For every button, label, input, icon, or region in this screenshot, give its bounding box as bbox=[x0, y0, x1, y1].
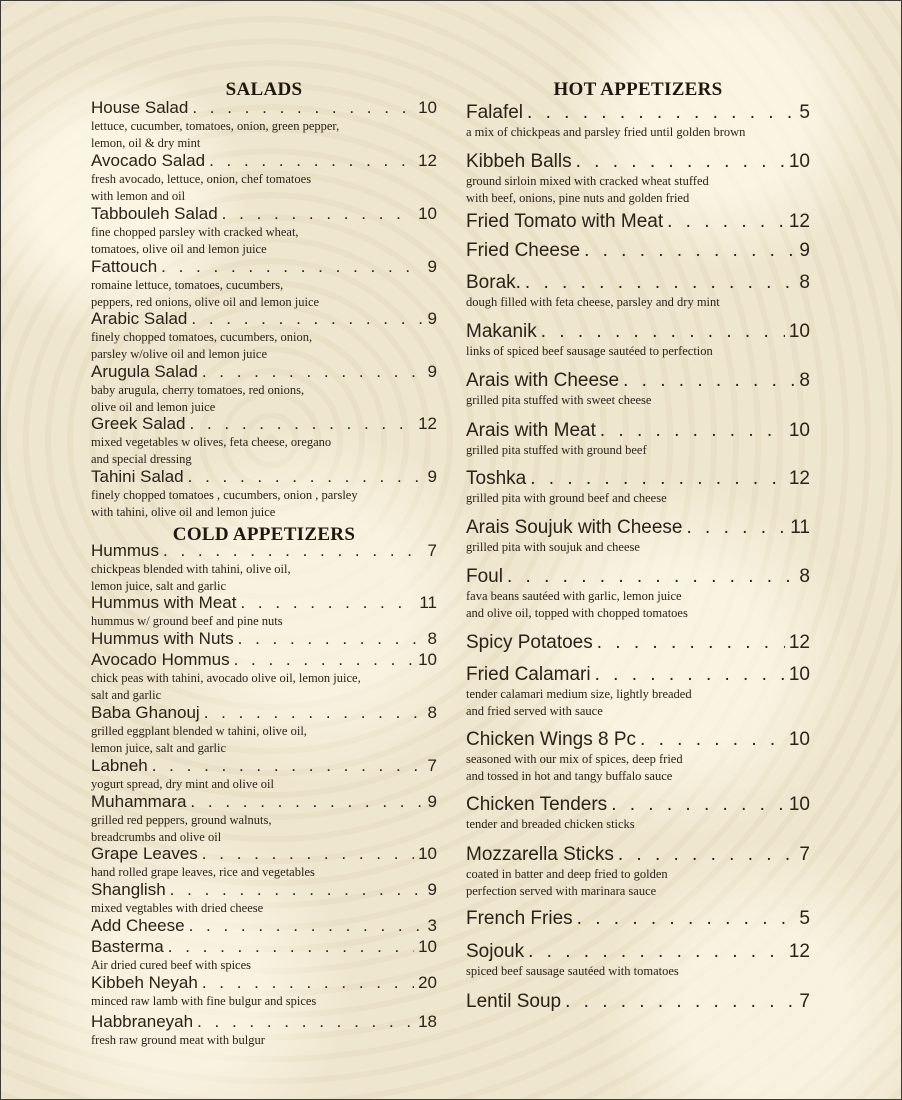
menu-item-row bbox=[91, 258, 437, 276]
menu-item-name: Arugula Salad bbox=[91, 362, 198, 381]
menu-item bbox=[466, 273, 810, 310]
dot-leader bbox=[202, 845, 414, 863]
menu-item-row bbox=[91, 917, 437, 935]
menu-item-price: 8 bbox=[799, 566, 810, 587]
menu-item-name: Fried Cheese bbox=[466, 240, 581, 261]
dot-leader bbox=[202, 363, 424, 381]
menu-item-description: and tossed in hot and tangy buffalo sauce bbox=[466, 768, 673, 783]
menu-item-price: 10 bbox=[418, 844, 437, 863]
menu-item bbox=[91, 310, 437, 362]
dot-leader bbox=[640, 730, 785, 750]
menu-item-description: perfection served with marinara sauce bbox=[466, 883, 657, 898]
menu-item-price: 3 bbox=[427, 916, 437, 935]
menu-item bbox=[466, 567, 810, 621]
dot-leader bbox=[618, 845, 796, 865]
menu-item-row bbox=[91, 205, 437, 223]
menu-item-row bbox=[466, 730, 810, 750]
menu-item bbox=[466, 730, 810, 784]
menu-item-row bbox=[91, 310, 437, 328]
menu-item-description: parsley w/olive oil and lemon juice bbox=[91, 346, 267, 361]
menu-item-description: with lemon and oil bbox=[91, 188, 186, 203]
menu-item-description: hummus w/ ground beef and pine nuts bbox=[91, 613, 283, 628]
dot-leader bbox=[152, 757, 424, 775]
menu-item-description: finely chopped tomatoes, cucumbers, onion, bbox=[91, 329, 313, 344]
menu-item-price: 7 bbox=[427, 541, 437, 560]
menu-item-price: 9 bbox=[427, 792, 437, 811]
menu-item-price: 8 bbox=[427, 629, 437, 648]
menu-item-name: Labneh bbox=[91, 756, 148, 775]
salads-heading: SALADS bbox=[225, 79, 303, 100]
menu-item-name: Shanglish bbox=[91, 880, 166, 899]
dot-leader bbox=[667, 212, 785, 232]
dot-leader bbox=[192, 99, 414, 117]
menu-item bbox=[466, 152, 810, 206]
menu-item-name: Mozzarella Sticks bbox=[466, 844, 614, 865]
menu-item-name: Foul bbox=[466, 566, 503, 587]
menu-item-row bbox=[91, 974, 437, 992]
menu-item-description: with tahini, olive oil and lemon juice bbox=[91, 504, 276, 519]
menu-item bbox=[466, 322, 810, 359]
menu-item-name: Grape Leaves bbox=[91, 844, 198, 863]
dot-leader bbox=[600, 421, 785, 441]
menu-item-name: French Fries bbox=[466, 908, 573, 929]
menu-item-description: breadcrumbs and olive oil bbox=[91, 829, 222, 844]
menu-item-description: fresh raw ground meat with bulgur bbox=[91, 1032, 265, 1047]
menu-item-row bbox=[466, 665, 810, 685]
menu-item-row bbox=[466, 152, 810, 172]
dot-leader bbox=[597, 633, 785, 653]
menu-item-name: Avocado Hommus bbox=[91, 650, 230, 669]
menu-item-row bbox=[466, 518, 810, 538]
menu-item-row bbox=[91, 793, 437, 811]
menu-item-name: House Salad bbox=[91, 98, 189, 117]
menu-item-name: Chicken Wings 8 Pc bbox=[466, 729, 637, 750]
dot-leader bbox=[527, 103, 795, 123]
dot-leader bbox=[222, 205, 414, 223]
menu-item bbox=[91, 152, 437, 204]
menu-item-price: 5 bbox=[799, 102, 810, 123]
dot-leader bbox=[238, 630, 424, 648]
menu-item-row bbox=[91, 363, 437, 381]
menu-item bbox=[91, 468, 437, 520]
menu-item-name: Arabic Salad bbox=[91, 309, 188, 328]
menu-item-name: Kibbeh Balls bbox=[466, 151, 572, 172]
menu-item-name: Baba Ghanouj bbox=[91, 703, 200, 722]
menu-item-price: 10 bbox=[788, 151, 810, 172]
menu-item bbox=[466, 241, 810, 261]
menu-item-name: Fattouch bbox=[91, 257, 158, 276]
menu-item-price: 11 bbox=[790, 517, 810, 538]
menu-item bbox=[91, 793, 437, 845]
dot-leader bbox=[191, 310, 423, 328]
dot-leader bbox=[190, 415, 415, 433]
menu-item-row bbox=[466, 567, 810, 587]
menu-item-name: Basterma bbox=[91, 937, 164, 956]
menu-item-description: Air dried cured beef with spices bbox=[91, 957, 252, 972]
dot-leader bbox=[528, 942, 785, 962]
hot-appetizers-heading: HOT APPETIZERS bbox=[553, 79, 723, 100]
menu-item bbox=[91, 258, 437, 310]
menu-item-name: Hummus with Meat bbox=[91, 593, 237, 612]
menu-item-description: and olive oil, topped with chopped tomatoes bbox=[466, 605, 688, 620]
menu-item-row bbox=[91, 99, 437, 117]
menu-item-name: Spicy Potatoes bbox=[466, 632, 593, 653]
menu-item-price: 10 bbox=[418, 98, 437, 117]
menu-item-row bbox=[91, 542, 437, 560]
menu-item-description: a mix of chickpeas and parsley fried until golden brown bbox=[466, 124, 746, 139]
menu-item bbox=[466, 469, 810, 506]
menu-item-description: fava beans sautéed with garlic, lemon juice bbox=[466, 588, 682, 603]
menu-item-name: Sojouk bbox=[466, 941, 525, 962]
menu-item-name: Lentil Soup bbox=[466, 991, 562, 1012]
menu-item-price: 7 bbox=[799, 991, 810, 1012]
menu-item-description: mixed vegtables with dried cheese bbox=[91, 900, 264, 915]
menu-item bbox=[91, 415, 437, 467]
menu-item-name: Fried Calamari bbox=[466, 664, 591, 685]
menu-item-description: chickpeas blended with tahini, olive oil, bbox=[91, 561, 291, 576]
menu-item-price: 8 bbox=[799, 272, 810, 293]
menu-item-row bbox=[466, 371, 810, 391]
menu-item-description: finely chopped tomatoes , cucumbers, onion , parsley bbox=[91, 487, 358, 502]
dot-leader bbox=[170, 881, 424, 899]
menu-item-name: Habbraneyah bbox=[91, 1012, 194, 1031]
menu-item bbox=[466, 795, 810, 832]
menu-item-name: Chicken Tenders bbox=[466, 794, 608, 815]
menu-item-price: 10 bbox=[788, 420, 810, 441]
menu-item bbox=[91, 938, 437, 973]
menu-item-description: links of spiced beef sausage sautéed to perfection bbox=[466, 343, 713, 358]
menu-item-price: 9 bbox=[427, 467, 437, 486]
dot-leader bbox=[240, 594, 415, 612]
menu-item-name: Kibbeh Neyah bbox=[91, 973, 198, 992]
menu-item-row bbox=[91, 938, 437, 956]
menu-item-price: 12 bbox=[788, 941, 810, 962]
dot-leader bbox=[204, 704, 424, 722]
menu-item-name: Tahini Salad bbox=[91, 467, 184, 486]
menu-item-price: 9 bbox=[427, 880, 437, 899]
menu-item-description: coated in batter and deep fried to golden bbox=[466, 866, 668, 881]
menu-item-price: 9 bbox=[427, 309, 437, 328]
menu-item-row bbox=[466, 421, 810, 441]
dot-leader bbox=[576, 152, 785, 172]
dot-leader bbox=[507, 567, 795, 587]
dot-leader bbox=[168, 938, 414, 956]
menu-item bbox=[91, 1013, 437, 1048]
dot-leader bbox=[525, 273, 796, 293]
menu-item-price: 9 bbox=[427, 257, 437, 276]
menu-item-description: with beef, onions, pine nuts and golden fried bbox=[466, 190, 690, 205]
menu-item bbox=[466, 665, 810, 719]
menu-item bbox=[466, 992, 810, 1012]
menu-item-price: 10 bbox=[788, 729, 810, 750]
menu-item-description: ground sirloin mixed with cracked wheat stuffed bbox=[466, 173, 709, 188]
menu-item-price: 18 bbox=[418, 1012, 437, 1031]
menu-item-description: lemon, oil & dry mint bbox=[91, 135, 201, 150]
menu-item-description: olive oil and lemon juice bbox=[91, 399, 216, 414]
menu-item-description: fresh avocado, lettuce, onion, chef tomatoes bbox=[91, 171, 312, 186]
menu-item-price: 10 bbox=[788, 664, 810, 685]
menu-item-price: 10 bbox=[418, 937, 437, 956]
menu-item-price: 12 bbox=[418, 151, 437, 170]
menu-item-price: 9 bbox=[427, 362, 437, 381]
menu-item-description: peppers, red onions, olive oil and lemon juice bbox=[91, 294, 320, 309]
menu-item-price: 10 bbox=[788, 321, 810, 342]
menu-item-name: Arais Soujuk with Cheese bbox=[466, 517, 683, 538]
dot-leader bbox=[530, 469, 785, 489]
dot-leader bbox=[611, 795, 785, 815]
menu-item-name: Add Cheese bbox=[91, 916, 185, 935]
menu-item bbox=[466, 212, 810, 232]
menu-item-price: 12 bbox=[788, 211, 810, 232]
menu-item bbox=[91, 630, 437, 648]
menu-item-row bbox=[466, 992, 810, 1012]
dot-leader bbox=[188, 468, 424, 486]
dot-leader bbox=[209, 152, 414, 170]
menu-item-row bbox=[466, 273, 810, 293]
menu-item-price: 5 bbox=[799, 908, 810, 929]
menu-item-name: Greek Salad bbox=[91, 414, 186, 433]
menu-item-name: Fried Tomato with Meat bbox=[466, 211, 664, 232]
menu-item-name: Hummus with Nuts bbox=[91, 629, 234, 648]
menu-item-row bbox=[466, 322, 810, 342]
menu-item-row bbox=[91, 594, 437, 612]
menu-item-description: minced raw lamb with fine bulgur and spices bbox=[91, 993, 317, 1008]
menu-item-row bbox=[91, 757, 437, 775]
menu-item bbox=[91, 542, 437, 594]
menu-item-description: grilled red peppers, ground walnuts, bbox=[91, 812, 272, 827]
dot-leader bbox=[161, 258, 423, 276]
menu-item-price: 12 bbox=[788, 632, 810, 653]
menu-item-row bbox=[91, 630, 437, 648]
menu-item-description: tomatoes, olive oil and lemon juice bbox=[91, 241, 267, 256]
menu-item-row bbox=[466, 241, 810, 261]
menu-item-description: grilled pita stuffed with sweet cheese bbox=[466, 392, 652, 407]
menu-item-price: 20 bbox=[418, 973, 437, 992]
menu-item-row bbox=[91, 651, 437, 669]
dot-leader bbox=[197, 1013, 414, 1031]
menu-item-row bbox=[466, 103, 810, 123]
menu-item-price: 12 bbox=[788, 468, 810, 489]
menu-item bbox=[466, 909, 810, 929]
menu-item-description: tender calamari medium size, lightly breaded bbox=[466, 686, 692, 701]
dot-leader bbox=[234, 651, 414, 669]
menu-item bbox=[466, 633, 810, 653]
menu-item bbox=[91, 594, 437, 629]
dot-leader bbox=[202, 974, 414, 992]
dot-leader bbox=[595, 665, 785, 685]
menu-item-description: salt and garlic bbox=[91, 687, 162, 702]
menu-item bbox=[466, 421, 810, 458]
menu-item-row bbox=[91, 881, 437, 899]
menu-item bbox=[466, 371, 810, 408]
menu-item bbox=[466, 103, 810, 140]
menu-item-row bbox=[466, 795, 810, 815]
menu-item-description: romaine lettuce, tomatoes, cucumbers, bbox=[91, 277, 284, 292]
menu-item-description: fine chopped parsley with cracked wheat, bbox=[91, 224, 299, 239]
menu-item-price: 11 bbox=[419, 593, 437, 612]
menu-item-description: grilled pita with soujuk and cheese bbox=[466, 539, 640, 554]
menu-item-description: seasoned with our mix of spices, deep fried bbox=[466, 751, 683, 766]
menu-item-price: 10 bbox=[788, 794, 810, 815]
dot-leader bbox=[623, 371, 795, 391]
menu-item-name: Borak. bbox=[466, 272, 521, 293]
menu-item-row bbox=[466, 845, 810, 865]
menu-item-name: Tabbouleh Salad bbox=[91, 204, 218, 223]
menu-item-name: Arais with Cheese bbox=[466, 370, 620, 391]
menu-item bbox=[91, 704, 437, 756]
menu-item-description: grilled pita stuffed with ground beef bbox=[466, 442, 647, 457]
menu-item-price: 7 bbox=[799, 844, 810, 865]
menu-item-row bbox=[466, 909, 810, 929]
menu-item-name: Falafel bbox=[466, 102, 524, 123]
menu-item bbox=[91, 651, 437, 703]
menu-item bbox=[91, 757, 437, 792]
menu-item bbox=[91, 917, 437, 935]
menu-item-price: 10 bbox=[418, 204, 437, 223]
menu-item-description: lemon juice, salt and garlic bbox=[91, 740, 227, 755]
menu-item-row bbox=[91, 704, 437, 722]
menu-item-price: 9 bbox=[799, 240, 810, 261]
menu-item-name: Makanik bbox=[466, 321, 537, 342]
menu-item-description: tender and breaded chicken sticks bbox=[466, 816, 635, 831]
dot-leader bbox=[541, 322, 785, 342]
menu-item-row bbox=[91, 845, 437, 863]
menu-item-name: Muhammara bbox=[91, 792, 187, 811]
menu-item-description: grilled pita with ground beef and cheese bbox=[466, 490, 667, 505]
dot-leader bbox=[687, 518, 787, 538]
menu-item bbox=[91, 845, 437, 880]
menu-item bbox=[91, 363, 437, 415]
menu-item-description: lemon juice, salt and garlic bbox=[91, 578, 227, 593]
menu-item-row bbox=[91, 468, 437, 486]
menu-item-description: hand rolled grape leaves, rice and vegetables bbox=[91, 864, 315, 879]
menu-item-name: Toshka bbox=[466, 468, 527, 489]
menu-item bbox=[466, 845, 810, 899]
menu-item-name: Avocado Salad bbox=[91, 151, 206, 170]
menu-item bbox=[466, 518, 810, 555]
menu-item-description: lettuce, cucumber, tomatoes, onion, green pepper, bbox=[91, 118, 340, 133]
dot-leader bbox=[189, 917, 424, 935]
menu-item-price: 7 bbox=[427, 756, 437, 775]
dot-leader bbox=[190, 793, 423, 811]
menu-item-description: yogurt spread, dry mint and olive oil bbox=[91, 776, 274, 791]
menu-item-row bbox=[466, 942, 810, 962]
menu-item bbox=[466, 942, 810, 979]
dot-leader bbox=[577, 909, 796, 929]
menu-item-row bbox=[91, 415, 437, 433]
menu-item-description: baby arugula, cherry tomatoes, red onions, bbox=[91, 382, 305, 397]
menu-item bbox=[91, 881, 437, 916]
menu-item bbox=[91, 205, 437, 257]
menu-item-description: and fried served with sauce bbox=[466, 703, 603, 718]
menu-item-description: spiced beef sausage sautéed with tomatoes bbox=[466, 963, 679, 978]
menu-item-row bbox=[466, 633, 810, 653]
dot-leader bbox=[163, 542, 424, 560]
cold-appetizers-heading: COLD APPETIZERS bbox=[172, 524, 356, 545]
menu-item-row bbox=[466, 212, 810, 232]
dot-leader bbox=[584, 241, 795, 261]
menu-item-name: Hummus bbox=[91, 541, 160, 560]
menu-item-price: 12 bbox=[418, 414, 437, 433]
menu-item-row bbox=[466, 469, 810, 489]
menu-item-description: and special dressing bbox=[91, 451, 192, 466]
menu-item-description: mixed vegetables w olives, feta cheese, oregano bbox=[91, 434, 332, 449]
menu-item-price: 8 bbox=[799, 370, 810, 391]
menu-item-row bbox=[91, 152, 437, 170]
menu-item-price: 10 bbox=[418, 650, 437, 669]
menu-item-description: grilled eggplant blended w tahini, olive oil, bbox=[91, 723, 307, 738]
dot-leader bbox=[565, 992, 795, 1012]
menu-item bbox=[91, 974, 437, 1009]
menu-item-description: dough filled with feta cheese, parsley and dry mint bbox=[466, 294, 720, 309]
menu-item-price: 8 bbox=[427, 703, 437, 722]
menu-item-name: Arais with Meat bbox=[466, 420, 596, 441]
menu-item bbox=[91, 99, 437, 151]
menu-item-row bbox=[91, 1013, 437, 1031]
menu-item-description: chick peas with tahini, avocado olive oil, lemon juice, bbox=[91, 670, 361, 685]
